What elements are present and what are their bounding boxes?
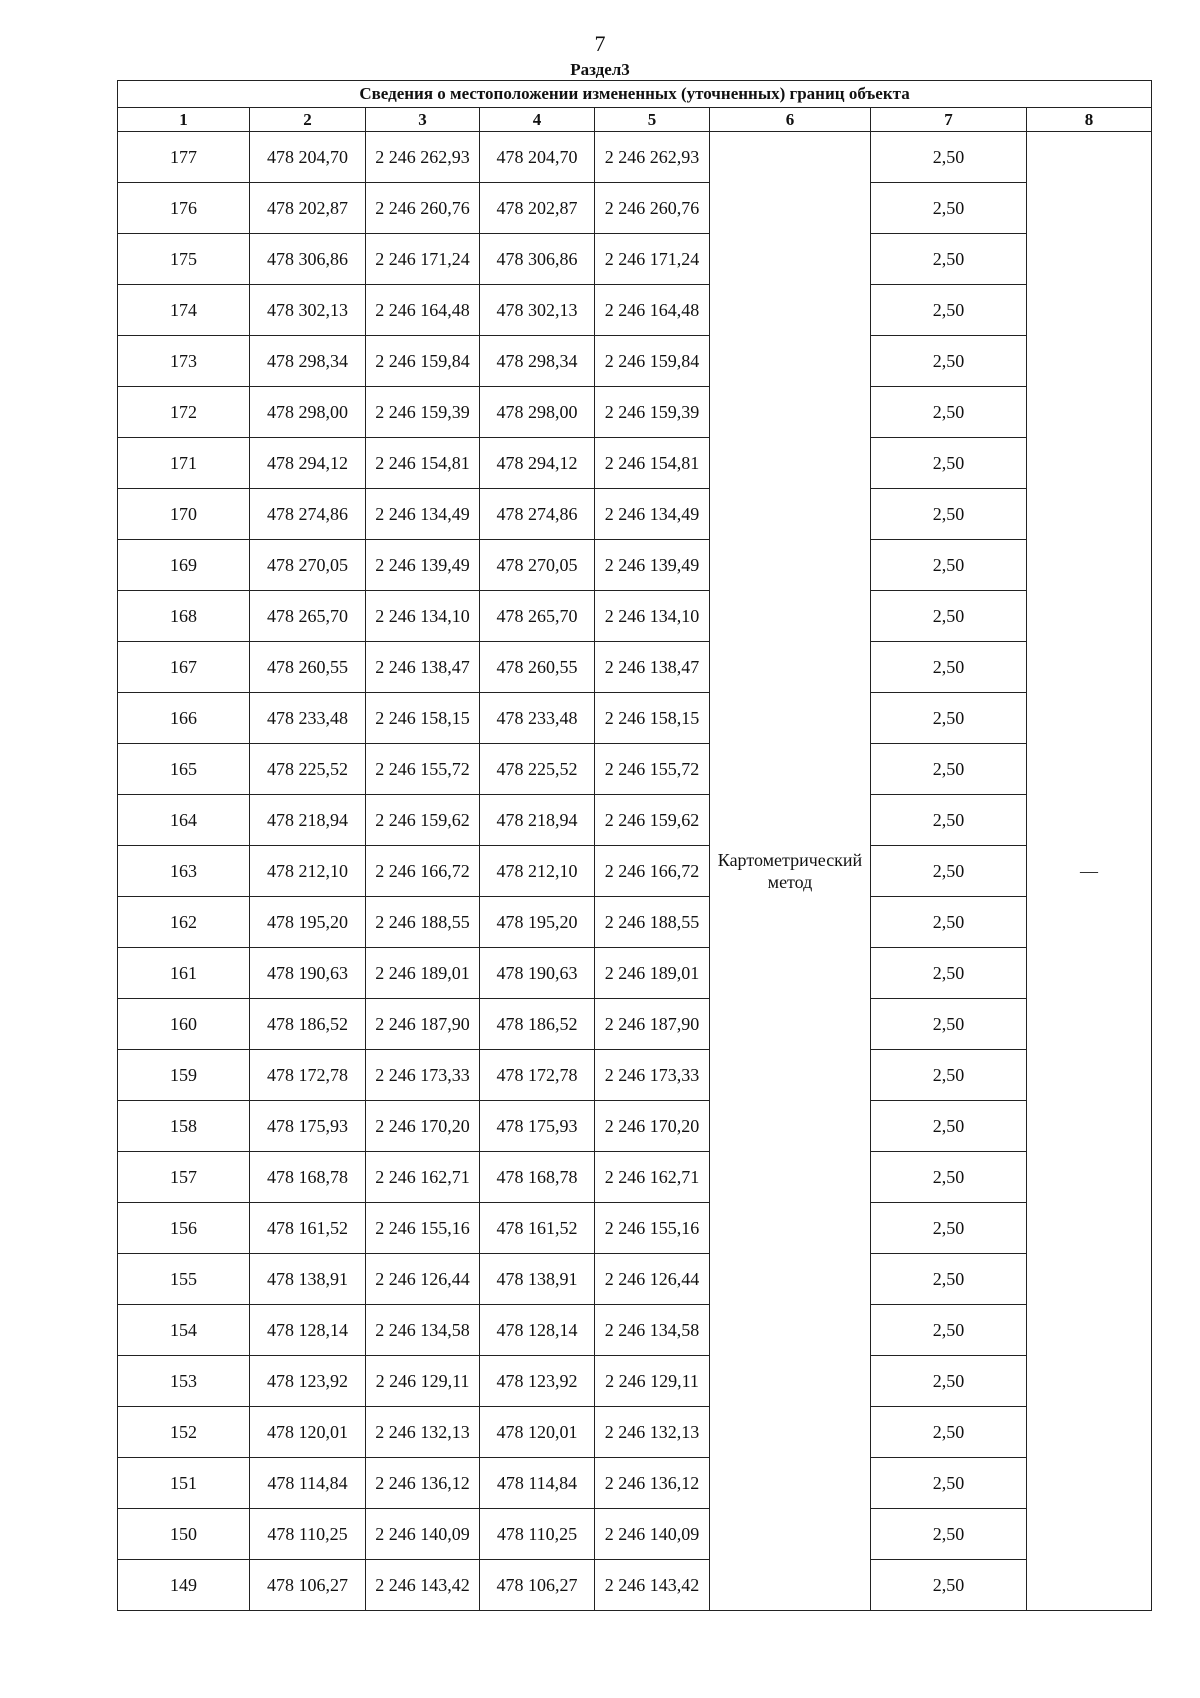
accuracy-cell: 2,50 [871, 897, 1027, 948]
new-y-cell: 2 246 164,48 [595, 285, 710, 336]
new-y-cell: 2 246 166,72 [595, 846, 710, 897]
table-row [118, 999, 1152, 1050]
table-row [118, 1407, 1152, 1458]
accuracy-cell: 2,50 [871, 387, 1027, 438]
table-row [118, 438, 1152, 489]
old-y-cell: 2 246 262,93 [366, 132, 480, 183]
old-x-cell: 478 114,84 [250, 1458, 366, 1509]
table-row [118, 1560, 1152, 1611]
accuracy-cell: 2,50 [871, 438, 1027, 489]
table-row [118, 846, 1152, 897]
point-number-cell: 155 [118, 1254, 250, 1305]
old-x-cell: 478 204,70 [250, 132, 366, 183]
new-y-cell: 2 246 159,84 [595, 336, 710, 387]
point-number-cell: 175 [118, 234, 250, 285]
new-y-cell: 2 246 134,10 [595, 591, 710, 642]
table-row [118, 744, 1152, 795]
table-row [118, 1254, 1152, 1305]
new-x-cell: 478 274,86 [480, 489, 595, 540]
new-x-cell: 478 265,70 [480, 591, 595, 642]
table-row [118, 234, 1152, 285]
new-x-cell: 478 190,63 [480, 948, 595, 999]
table-row [118, 591, 1152, 642]
point-number-cell: 174 [118, 285, 250, 336]
table-row [118, 183, 1152, 234]
accuracy-cell: 2,50 [871, 591, 1027, 642]
point-number-cell: 152 [118, 1407, 250, 1458]
accuracy-cell: 2,50 [871, 234, 1027, 285]
point-number-cell: 163 [118, 846, 250, 897]
accuracy-cell: 2,50 [871, 1407, 1027, 1458]
point-number-cell: 166 [118, 693, 250, 744]
point-number-cell: 173 [118, 336, 250, 387]
column-number: 4 [480, 108, 595, 132]
old-y-cell: 2 246 159,84 [366, 336, 480, 387]
old-x-cell: 478 274,86 [250, 489, 366, 540]
new-x-cell: 478 294,12 [480, 438, 595, 489]
table-row [118, 693, 1152, 744]
column-number: 7 [871, 108, 1027, 132]
new-x-cell: 478 161,52 [480, 1203, 595, 1254]
old-y-cell: 2 246 132,13 [366, 1407, 480, 1458]
old-x-cell: 478 218,94 [250, 795, 366, 846]
table-row [118, 285, 1152, 336]
old-x-cell: 478 168,78 [250, 1152, 366, 1203]
old-x-cell: 478 265,70 [250, 591, 366, 642]
point-number-cell: 177 [118, 132, 250, 183]
new-y-cell: 2 246 155,16 [595, 1203, 710, 1254]
new-x-cell: 478 212,10 [480, 846, 595, 897]
old-y-cell: 2 246 173,33 [366, 1050, 480, 1101]
old-x-cell: 478 202,87 [250, 183, 366, 234]
table-row [118, 948, 1152, 999]
old-x-cell: 478 175,93 [250, 1101, 366, 1152]
new-x-cell: 478 138,91 [480, 1254, 595, 1305]
new-x-cell: 478 175,93 [480, 1101, 595, 1152]
old-y-cell: 2 246 136,12 [366, 1458, 480, 1509]
new-x-cell: 478 225,52 [480, 744, 595, 795]
old-x-cell: 478 306,86 [250, 234, 366, 285]
old-x-cell: 478 106,27 [250, 1560, 366, 1611]
old-x-cell: 478 120,01 [250, 1407, 366, 1458]
table-row [118, 489, 1152, 540]
new-y-cell: 2 246 132,13 [595, 1407, 710, 1458]
table-row [118, 1458, 1152, 1509]
column-number: 6 [710, 108, 871, 132]
table-body [118, 132, 1152, 1611]
table-row [118, 1356, 1152, 1407]
old-x-cell: 478 110,25 [250, 1509, 366, 1560]
new-x-cell: 478 270,05 [480, 540, 595, 591]
old-x-cell: 478 294,12 [250, 438, 366, 489]
column-number: 3 [366, 108, 480, 132]
new-x-cell: 478 302,13 [480, 285, 595, 336]
accuracy-cell: 2,50 [871, 744, 1027, 795]
table-row [118, 387, 1152, 438]
old-x-cell: 478 172,78 [250, 1050, 366, 1101]
new-y-cell: 2 246 138,47 [595, 642, 710, 693]
method-cell: Картометрический метод [710, 132, 871, 1611]
new-y-cell: 2 246 162,71 [595, 1152, 710, 1203]
column-number: 1 [118, 108, 250, 132]
point-number-cell: 156 [118, 1203, 250, 1254]
old-x-cell: 478 298,34 [250, 336, 366, 387]
point-number-cell: 165 [118, 744, 250, 795]
table-row [118, 795, 1152, 846]
point-number-cell: 159 [118, 1050, 250, 1101]
new-y-cell: 2 246 143,42 [595, 1560, 710, 1611]
table-row [118, 1305, 1152, 1356]
old-x-cell: 478 190,63 [250, 948, 366, 999]
old-y-cell: 2 246 143,42 [366, 1560, 480, 1611]
column-number: 5 [595, 108, 710, 132]
new-y-cell: 2 246 188,55 [595, 897, 710, 948]
new-y-cell: 2 246 170,20 [595, 1101, 710, 1152]
old-y-cell: 2 246 166,72 [366, 846, 480, 897]
table-row [118, 642, 1152, 693]
old-y-cell: 2 246 171,24 [366, 234, 480, 285]
new-x-cell: 478 114,84 [480, 1458, 595, 1509]
new-x-cell: 478 298,34 [480, 336, 595, 387]
old-x-cell: 478 186,52 [250, 999, 366, 1050]
old-x-cell: 478 128,14 [250, 1305, 366, 1356]
new-y-cell: 2 246 158,15 [595, 693, 710, 744]
point-number-cell: 150 [118, 1509, 250, 1560]
new-x-cell: 478 260,55 [480, 642, 595, 693]
new-y-cell: 2 246 189,01 [595, 948, 710, 999]
old-y-cell: 2 246 138,47 [366, 642, 480, 693]
new-x-cell: 478 218,94 [480, 795, 595, 846]
accuracy-cell: 2,50 [871, 1050, 1027, 1101]
new-y-cell: 2 246 139,49 [595, 540, 710, 591]
new-y-cell: 2 246 173,33 [595, 1050, 710, 1101]
accuracy-cell: 2,50 [871, 1509, 1027, 1560]
new-x-cell: 478 172,78 [480, 1050, 595, 1101]
accuracy-cell: 2,50 [871, 795, 1027, 846]
old-x-cell: 478 302,13 [250, 285, 366, 336]
column-number: 2 [250, 108, 366, 132]
old-y-cell: 2 246 188,55 [366, 897, 480, 948]
point-number-cell: 176 [118, 183, 250, 234]
accuracy-cell: 2,50 [871, 642, 1027, 693]
table-row [118, 1203, 1152, 1254]
point-number-cell: 169 [118, 540, 250, 591]
old-y-cell: 2 246 154,81 [366, 438, 480, 489]
point-number-cell: 149 [118, 1560, 250, 1611]
new-y-cell: 2 246 136,12 [595, 1458, 710, 1509]
old-y-cell: 2 246 134,10 [366, 591, 480, 642]
coordinates-table [117, 80, 1152, 1611]
point-number-cell: 157 [118, 1152, 250, 1203]
column-number-row [118, 108, 1152, 132]
new-x-cell: 478 306,86 [480, 234, 595, 285]
old-y-cell: 2 246 139,49 [366, 540, 480, 591]
table-row [118, 132, 1152, 183]
new-y-cell: 2 246 171,24 [595, 234, 710, 285]
accuracy-cell: 2,50 [871, 1254, 1027, 1305]
new-x-cell: 478 186,52 [480, 999, 595, 1050]
point-number-cell: 154 [118, 1305, 250, 1356]
accuracy-cell: 2,50 [871, 489, 1027, 540]
new-x-cell: 478 168,78 [480, 1152, 595, 1203]
old-y-cell: 2 246 158,15 [366, 693, 480, 744]
accuracy-cell: 2,50 [871, 693, 1027, 744]
column-number: 8 [1027, 108, 1152, 132]
old-x-cell: 478 298,00 [250, 387, 366, 438]
old-y-cell: 2 246 155,16 [366, 1203, 480, 1254]
point-number-cell: 162 [118, 897, 250, 948]
accuracy-cell: 2,50 [871, 336, 1027, 387]
old-y-cell: 2 246 129,11 [366, 1356, 480, 1407]
accuracy-cell: 2,50 [871, 1356, 1027, 1407]
old-x-cell: 478 138,91 [250, 1254, 366, 1305]
new-y-cell: 2 246 129,11 [595, 1356, 710, 1407]
new-x-cell: 478 202,87 [480, 183, 595, 234]
point-number-cell: 171 [118, 438, 250, 489]
point-number-cell: 151 [118, 1458, 250, 1509]
old-y-cell: 2 246 159,39 [366, 387, 480, 438]
accuracy-cell: 2,50 [871, 132, 1027, 183]
new-y-cell: 2 246 154,81 [595, 438, 710, 489]
new-y-cell: 2 246 134,58 [595, 1305, 710, 1356]
table-row [118, 1509, 1152, 1560]
old-y-cell: 2 246 140,09 [366, 1509, 480, 1560]
old-x-cell: 478 195,20 [250, 897, 366, 948]
point-number-cell: 168 [118, 591, 250, 642]
point-number-cell: 160 [118, 999, 250, 1050]
table-row [118, 336, 1152, 387]
point-number-cell: 167 [118, 642, 250, 693]
old-x-cell: 478 270,05 [250, 540, 366, 591]
new-x-cell: 478 123,92 [480, 1356, 595, 1407]
table-caption: Сведения о местоположении измененных (уточненных) границ объекта [118, 81, 1152, 108]
accuracy-cell: 2,50 [871, 846, 1027, 897]
old-y-cell: 2 246 134,58 [366, 1305, 480, 1356]
point-number-cell: 170 [118, 489, 250, 540]
accuracy-cell: 2,50 [871, 540, 1027, 591]
old-x-cell: 478 260,55 [250, 642, 366, 693]
new-y-cell: 2 246 155,72 [595, 744, 710, 795]
new-y-cell: 2 246 134,49 [595, 489, 710, 540]
new-x-cell: 478 204,70 [480, 132, 595, 183]
old-y-cell: 2 246 134,49 [366, 489, 480, 540]
old-x-cell: 478 161,52 [250, 1203, 366, 1254]
note-cell: — [1027, 132, 1152, 1611]
point-number-cell: 153 [118, 1356, 250, 1407]
old-x-cell: 478 225,52 [250, 744, 366, 795]
table-row [118, 1101, 1152, 1152]
accuracy-cell: 2,50 [871, 1101, 1027, 1152]
section-title: Раздел3 [570, 60, 630, 79]
table-row [118, 1152, 1152, 1203]
new-x-cell: 478 110,25 [480, 1509, 595, 1560]
new-x-cell: 478 298,00 [480, 387, 595, 438]
accuracy-cell: 2,50 [871, 1203, 1027, 1254]
point-number-cell: 158 [118, 1101, 250, 1152]
old-x-cell: 478 212,10 [250, 846, 366, 897]
accuracy-cell: 2,50 [871, 1305, 1027, 1356]
accuracy-cell: 2,50 [871, 948, 1027, 999]
new-x-cell: 478 233,48 [480, 693, 595, 744]
accuracy-cell: 2,50 [871, 999, 1027, 1050]
new-y-cell: 2 246 159,62 [595, 795, 710, 846]
new-y-cell: 2 246 187,90 [595, 999, 710, 1050]
new-y-cell: 2 246 262,93 [595, 132, 710, 183]
old-y-cell: 2 246 155,72 [366, 744, 480, 795]
table-row [118, 540, 1152, 591]
new-x-cell: 478 195,20 [480, 897, 595, 948]
new-y-cell: 2 246 126,44 [595, 1254, 710, 1305]
new-x-cell: 478 128,14 [480, 1305, 595, 1356]
new-x-cell: 478 120,01 [480, 1407, 595, 1458]
point-number-cell: 164 [118, 795, 250, 846]
table-row [118, 1050, 1152, 1101]
old-x-cell: 478 233,48 [250, 693, 366, 744]
old-y-cell: 2 246 189,01 [366, 948, 480, 999]
old-y-cell: 2 246 162,71 [366, 1152, 480, 1203]
accuracy-cell: 2,50 [871, 285, 1027, 336]
accuracy-cell: 2,50 [871, 183, 1027, 234]
accuracy-cell: 2,50 [871, 1458, 1027, 1509]
table-caption-row [118, 81, 1152, 108]
old-y-cell: 2 246 159,62 [366, 795, 480, 846]
new-x-cell: 478 106,27 [480, 1560, 595, 1611]
point-number-cell: 172 [118, 387, 250, 438]
old-y-cell: 2 246 187,90 [366, 999, 480, 1050]
accuracy-cell: 2,50 [871, 1560, 1027, 1611]
old-x-cell: 478 123,92 [250, 1356, 366, 1407]
table-row [118, 897, 1152, 948]
new-y-cell: 2 246 260,76 [595, 183, 710, 234]
page-number: 7 [594, 31, 606, 56]
accuracy-cell: 2,50 [871, 1152, 1027, 1203]
new-y-cell: 2 246 140,09 [595, 1509, 710, 1560]
old-y-cell: 2 246 126,44 [366, 1254, 480, 1305]
point-number-cell: 161 [118, 948, 250, 999]
old-y-cell: 2 246 164,48 [366, 285, 480, 336]
new-y-cell: 2 246 159,39 [595, 387, 710, 438]
old-y-cell: 2 246 260,76 [366, 183, 480, 234]
old-y-cell: 2 246 170,20 [366, 1101, 480, 1152]
